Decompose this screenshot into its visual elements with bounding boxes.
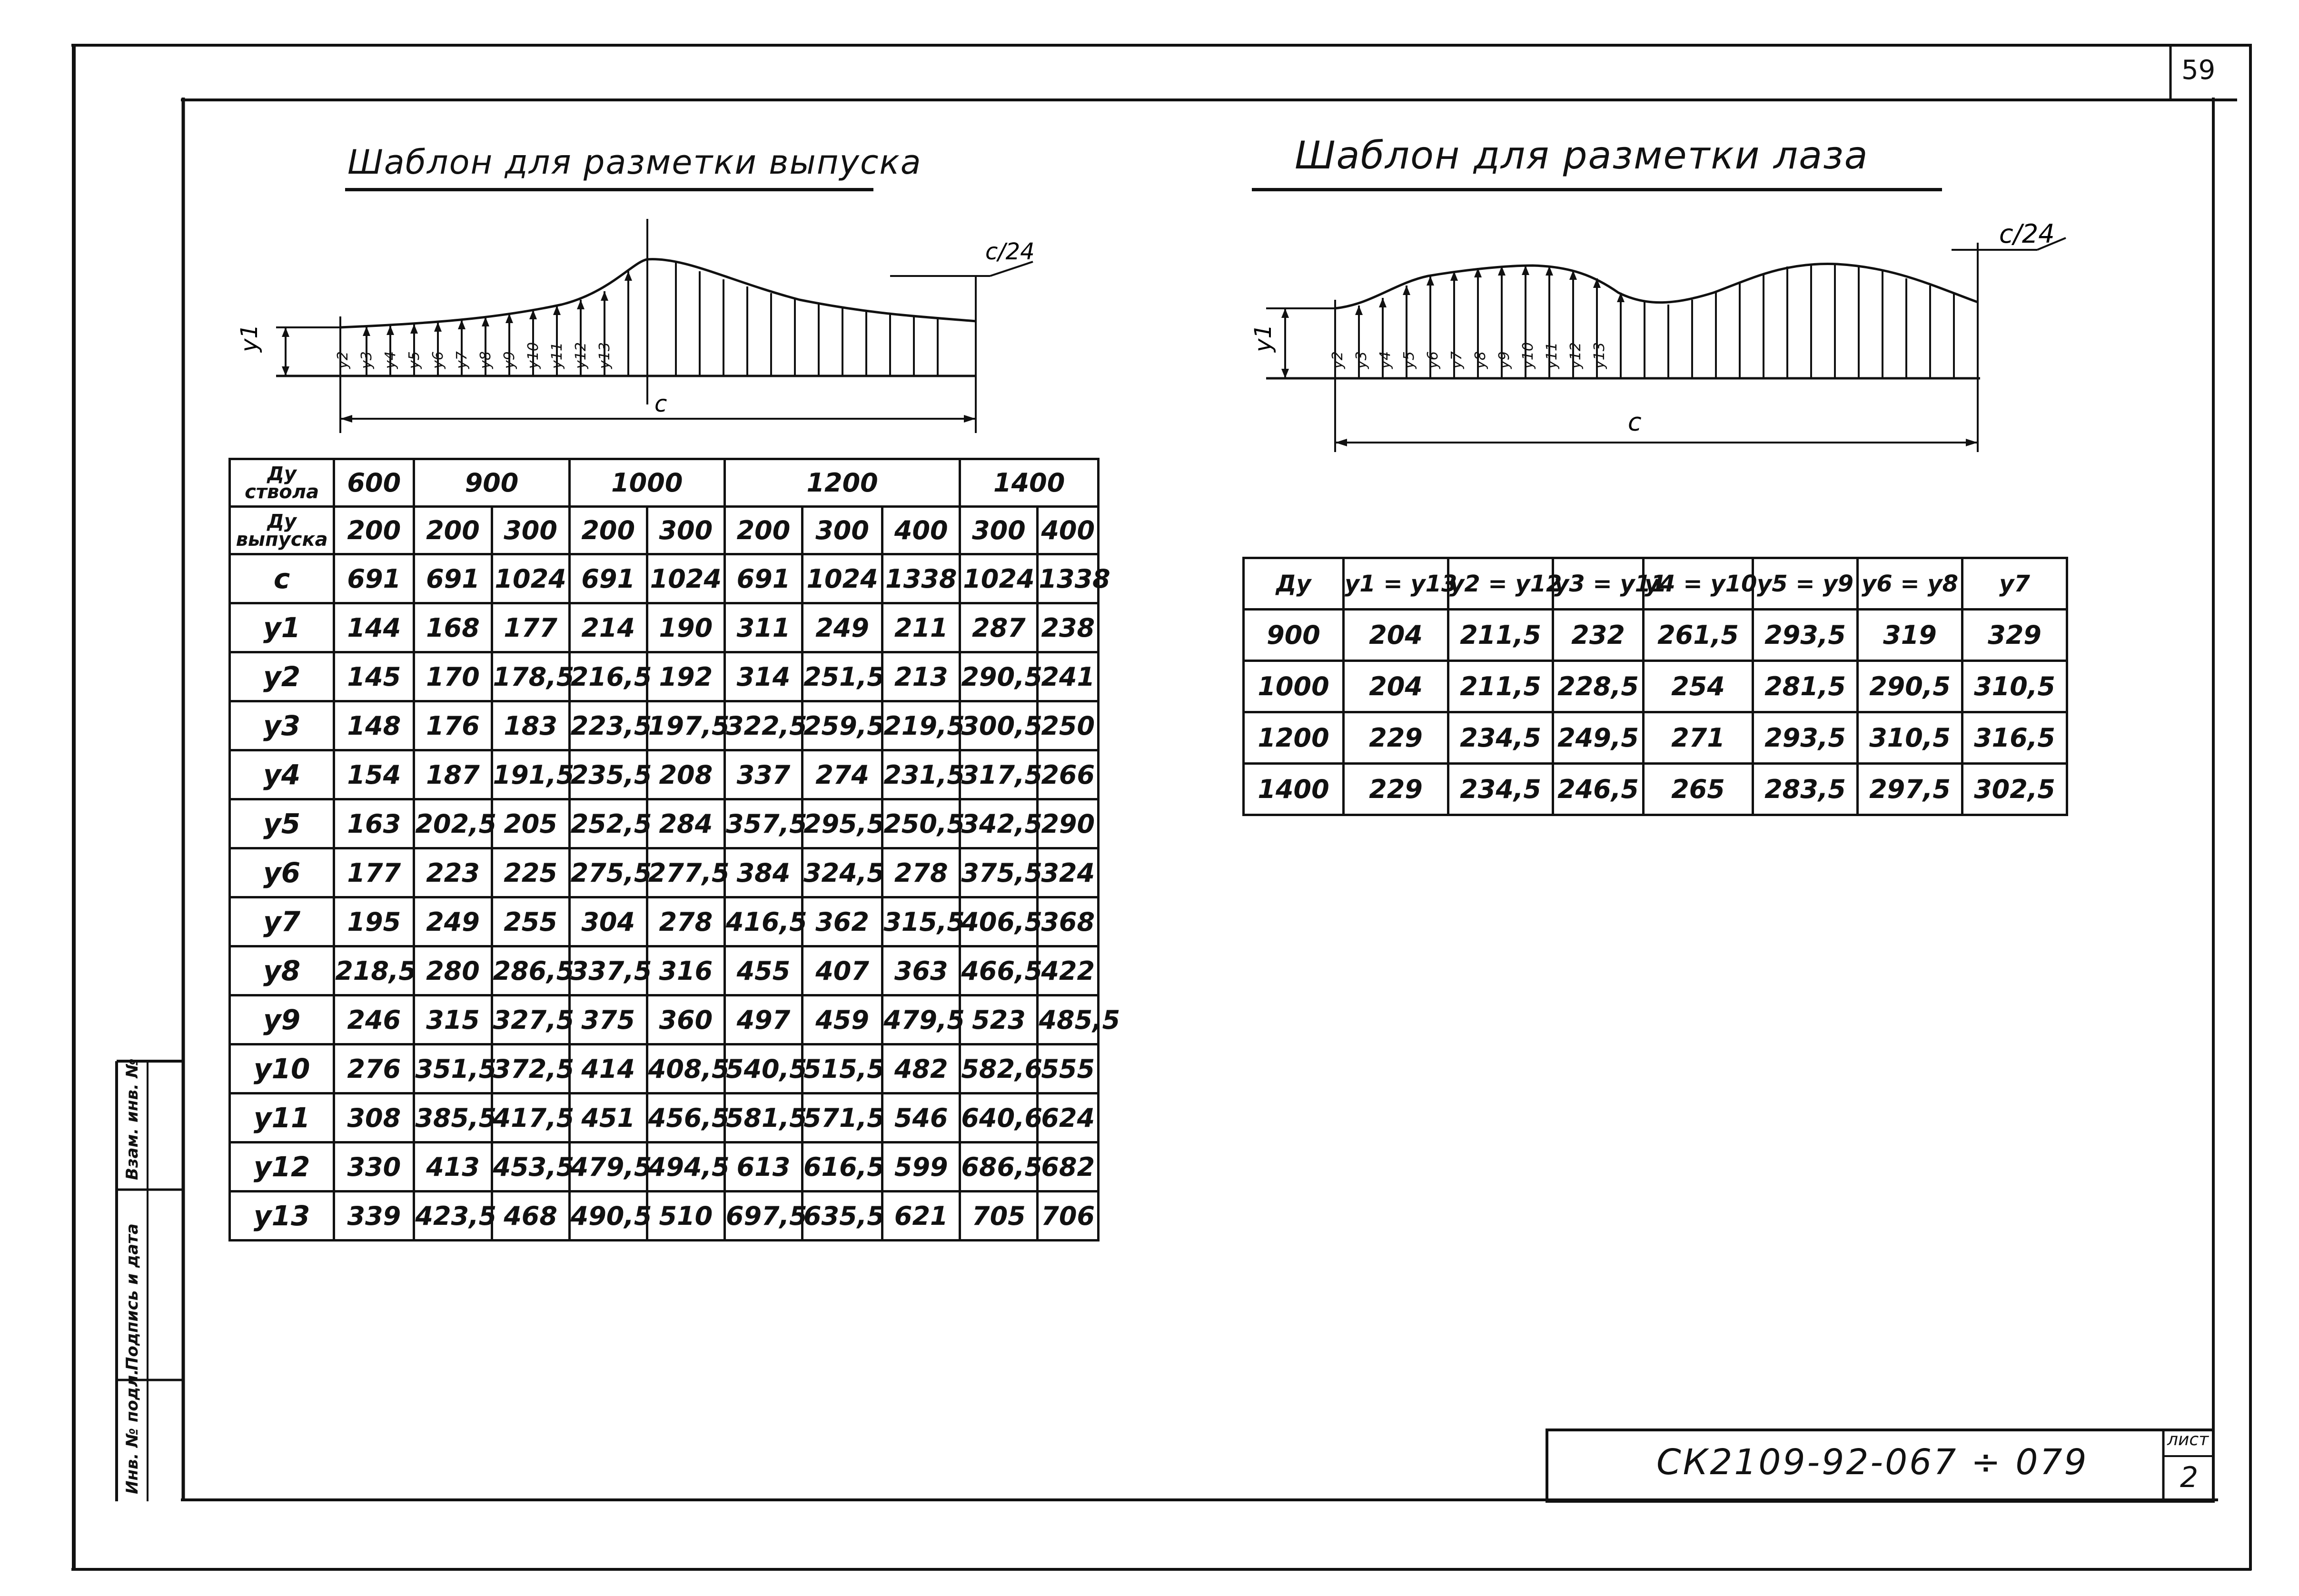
table-cell: 375,5	[960, 848, 1038, 897]
table-row	[230, 995, 1099, 1044]
left-ordinate-label: y4	[382, 351, 399, 369]
corner-header-text: ствола	[245, 481, 319, 503]
right-ordinate-label: y11	[1544, 342, 1560, 369]
table-cell: 211	[882, 603, 960, 652]
table-cell: 1338	[1038, 554, 1099, 603]
table-cell: 360	[647, 995, 724, 1044]
column-header: y7	[1962, 558, 2067, 610]
table-cell: 640,6	[960, 1094, 1038, 1143]
table-cell: 283,5	[1753, 764, 1858, 815]
right-c24-label: c/24	[1999, 219, 2055, 249]
table-cell: 691	[414, 554, 492, 603]
side-stamp-signature-date: Подпись и дата	[123, 1223, 142, 1370]
table-cell: 616,5	[802, 1143, 882, 1192]
outlet-diameter-header: 300	[960, 507, 1038, 554]
table-cell: 163	[334, 799, 414, 848]
table-cell: 337,5	[569, 946, 647, 995]
outlet-diameter-header: 300	[492, 507, 569, 554]
table-cell: 1024	[960, 554, 1038, 603]
table-cell: 324,5	[802, 848, 882, 897]
table-cell: 281,5	[1753, 661, 1858, 712]
table-cell: 176	[414, 701, 492, 750]
table-cell: 384	[724, 848, 802, 897]
table-cell: 485,5	[1038, 995, 1099, 1044]
outlet-diameter-header: 200	[414, 507, 492, 554]
table-cell: 691	[569, 554, 647, 603]
table-cell: 197,5	[647, 701, 724, 750]
table-cell: 187	[414, 750, 492, 799]
table-cell: 451	[569, 1094, 647, 1143]
diameter-group-header: 1000	[569, 459, 724, 507]
column-header: y2 = y12	[1448, 558, 1553, 610]
right-ordinate-label: y4	[1377, 351, 1394, 369]
table-cell: 293,5	[1753, 712, 1858, 764]
table-cell: 148	[334, 701, 414, 750]
table-cell: 229	[1344, 764, 1448, 815]
table-cell: 317,5	[960, 750, 1038, 799]
table-cell: 453,5	[492, 1143, 569, 1192]
table-cell: 413	[414, 1143, 492, 1192]
table-cell: 290	[1038, 799, 1099, 848]
left-ordinate-label: y11	[549, 342, 565, 369]
table-cell: 319	[1858, 610, 1962, 661]
column-header: y5 = y9	[1753, 558, 1858, 610]
right-ordinate-label: y12	[1567, 342, 1584, 369]
left-c24-label: c/24	[985, 238, 1035, 265]
row-label: y10	[230, 1044, 334, 1094]
table-cell: 510	[647, 1192, 724, 1241]
table-cell: 479,5	[569, 1143, 647, 1192]
column-header: Ду	[1244, 558, 1344, 610]
table-cell: 1024	[647, 554, 724, 603]
table-cell: 624	[1038, 1094, 1099, 1143]
table-cell: 293,5	[1753, 610, 1858, 661]
left-c-label: c	[654, 391, 667, 417]
table-cell: 183	[492, 701, 569, 750]
right-title: Шаблон для разметки лаза	[1295, 133, 1869, 177]
table-cell: 145	[334, 652, 414, 701]
table-cell: 479,5	[882, 995, 960, 1044]
table-cell: 241	[1038, 652, 1099, 701]
table-cell: 691	[724, 554, 802, 603]
left-template-diagram	[228, 209, 1066, 438]
left-ordinate-label: y2	[335, 351, 351, 369]
table-cell: 308	[334, 1094, 414, 1143]
table-cell: 177	[334, 848, 414, 897]
left-ordinate-label: y10	[525, 342, 542, 369]
diameter-group-header: 1200	[724, 459, 960, 507]
table-cell: 302,5	[1962, 764, 2067, 815]
right-title-underline	[1252, 188, 1942, 191]
table-row	[230, 603, 1099, 652]
table-cell: 177	[492, 603, 569, 652]
table-cell: 246,5	[1553, 764, 1644, 815]
table-cell: 407	[802, 946, 882, 995]
table-cell: 232	[1553, 610, 1644, 661]
table-cell: 284	[647, 799, 724, 848]
column-header: y4 = y10	[1644, 558, 1753, 610]
right-ordinate-label: y8	[1472, 351, 1489, 369]
row-label: y3	[230, 701, 334, 750]
outlet-diameter-header: 200	[569, 507, 647, 554]
left-ordinates-table	[228, 458, 1120, 1241]
left-ordinate-label: y3	[358, 351, 375, 369]
table-cell: 154	[334, 750, 414, 799]
right-ordinate-label: y2	[1329, 351, 1346, 369]
table-cell: 406,5	[960, 897, 1038, 946]
row-label: y5	[230, 799, 334, 848]
right-ordinates-table	[1242, 557, 2068, 816]
table-cell: 259,5	[802, 701, 882, 750]
table-cell: 327,5	[492, 995, 569, 1044]
table-cell: 540,5	[724, 1044, 802, 1094]
table-cell: 211,5	[1448, 610, 1553, 661]
table-cell: 316	[647, 946, 724, 995]
table-cell: 208	[647, 750, 724, 799]
right-ordinate-label: y9	[1496, 351, 1513, 369]
table-cell: 691	[334, 554, 414, 603]
row-label: 1400	[1244, 764, 1344, 815]
table-cell: 408,5	[647, 1044, 724, 1094]
table-cell: 362	[802, 897, 882, 946]
table-cell: 311	[724, 603, 802, 652]
table-cell: 329	[1962, 610, 2067, 661]
table-row	[230, 652, 1099, 701]
table-cell: 190	[647, 603, 724, 652]
table-cell: 300,5	[960, 701, 1038, 750]
table-cell: 254	[1644, 661, 1753, 712]
table-cell: 295,5	[802, 799, 882, 848]
table-cell: 315,5	[882, 897, 960, 946]
table-cell: 280	[414, 946, 492, 995]
table-cell: 322,5	[724, 701, 802, 750]
table-cell: 339	[334, 1192, 414, 1241]
right-c-label: c	[1628, 408, 1642, 437]
right-y1-label: y1	[1250, 324, 1277, 352]
table-cell: 385,5	[414, 1094, 492, 1143]
table-cell: 249	[802, 603, 882, 652]
table-cell: 523	[960, 995, 1038, 1044]
table-cell: 497	[724, 995, 802, 1044]
left-ordinate-label: y12	[573, 342, 589, 369]
table-cell: 297,5	[1858, 764, 1962, 815]
table-cell: 342,5	[960, 799, 1038, 848]
table-cell: 214	[569, 603, 647, 652]
table-cell: 219,5	[882, 701, 960, 750]
row-label: y2	[230, 652, 334, 701]
row-label: y12	[230, 1143, 334, 1192]
column-header: y1 = y13	[1344, 558, 1448, 610]
table-cell: 706	[1038, 1192, 1099, 1241]
table-row	[1244, 610, 2067, 661]
corner-header-text: выпуска	[236, 528, 328, 551]
diameter-group-header: 600	[334, 459, 414, 507]
table-cell: 228,5	[1553, 661, 1644, 712]
table-row	[230, 1094, 1099, 1143]
table-cell: 351,5	[414, 1044, 492, 1094]
table-cell: 314	[724, 652, 802, 701]
top-sheet-number: 59	[2181, 55, 2216, 86]
table-cell: 324	[1038, 848, 1099, 897]
table-cell: 546	[882, 1094, 960, 1143]
table-cell: 290,5	[960, 652, 1038, 701]
left-y1-label: y1	[236, 324, 263, 352]
outlet-diameter-header: 300	[802, 507, 882, 554]
table-cell: 250	[1038, 701, 1099, 750]
table-cell: 375	[569, 995, 647, 1044]
left-title-underline	[345, 188, 873, 191]
outlet-diameter-header: 200	[724, 507, 802, 554]
table-cell: 368	[1038, 897, 1099, 946]
table-cell: 204	[1344, 661, 1448, 712]
table-cell: 218,5	[334, 946, 414, 995]
right-ordinate-label: y3	[1353, 351, 1370, 369]
table-cell: 571,5	[802, 1094, 882, 1143]
outlet-diameter-header: 300	[647, 507, 724, 554]
left-ordinate-label: y8	[477, 351, 494, 369]
table-cell: 278	[647, 897, 724, 946]
table-cell: 697,5	[724, 1192, 802, 1241]
table-cell: 682	[1038, 1143, 1099, 1192]
table-cell: 515,5	[802, 1044, 882, 1094]
sheet-list-label: лист	[2167, 1430, 2209, 1449]
table-cell: 246	[334, 995, 414, 1044]
table-row	[230, 1143, 1099, 1192]
table-row	[230, 750, 1099, 799]
table-cell: 372,5	[492, 1044, 569, 1094]
table-cell: 414	[569, 1044, 647, 1094]
column-header: y6 = y8	[1858, 558, 1962, 610]
row-label: y13	[230, 1192, 334, 1241]
table-cell: 621	[882, 1192, 960, 1241]
table-cell: 255	[492, 897, 569, 946]
table-row	[1244, 764, 2067, 815]
table-cell: 287	[960, 603, 1038, 652]
table-cell: 277,5	[647, 848, 724, 897]
right-ordinate-label: y6	[1425, 351, 1441, 369]
row-label: y8	[230, 946, 334, 995]
table-cell: 192	[647, 652, 724, 701]
table-cell: 310,5	[1858, 712, 1962, 764]
table-cell: 249,5	[1553, 712, 1644, 764]
table-cell: 191,5	[492, 750, 569, 799]
document-code: СК2109-92-067 ÷ 079	[1656, 1442, 2089, 1483]
table-cell: 211,5	[1448, 661, 1553, 712]
table-cell: 459	[802, 995, 882, 1044]
table-cell: 316,5	[1962, 712, 2067, 764]
table-cell: 482	[882, 1044, 960, 1094]
column-header: y3 = y11	[1553, 558, 1644, 610]
table-cell: 231,5	[882, 750, 960, 799]
table-cell: 229	[1344, 712, 1448, 764]
table-cell: 466,5	[960, 946, 1038, 995]
right-ordinate-label: y7	[1448, 351, 1465, 369]
right-ordinate-label: y10	[1520, 342, 1536, 369]
table-row	[230, 946, 1099, 995]
row-label: y6	[230, 848, 334, 897]
row-label: c	[230, 554, 334, 603]
side-stamp-replaces: Взам. инв. №	[123, 1058, 142, 1180]
table-cell: 613	[724, 1143, 802, 1192]
table-cell: 1338	[882, 554, 960, 603]
row-label: y1	[230, 603, 334, 652]
table-cell: 223,5	[569, 701, 647, 750]
row-label: 1000	[1244, 661, 1344, 712]
table-row	[230, 701, 1099, 750]
left-ordinate-label: y6	[430, 351, 446, 369]
table-cell: 315	[414, 995, 492, 1044]
table-cell: 234,5	[1448, 712, 1553, 764]
left-ordinate-label: y7	[454, 351, 470, 369]
outlet-diameter-header: 400	[882, 507, 960, 554]
row-label: y7	[230, 897, 334, 946]
table-cell: 330	[334, 1143, 414, 1192]
table-cell: 1024	[492, 554, 569, 603]
sheet-list-number: 2	[2180, 1461, 2199, 1494]
table-cell: 456,5	[647, 1094, 724, 1143]
table-cell: 286,5	[492, 946, 569, 995]
row-label: y11	[230, 1094, 334, 1143]
corner-header-text: Ду	[267, 463, 297, 485]
right-ordinate-label: y5	[1401, 351, 1417, 369]
table-row	[230, 897, 1099, 946]
table-row	[230, 1044, 1099, 1094]
row-label: y4	[230, 750, 334, 799]
table-cell: 494,5	[647, 1143, 724, 1192]
left-title: Шаблон для разметки выпуска	[347, 143, 922, 182]
corner-header-text: Ду	[267, 510, 297, 532]
row-label: 1200	[1244, 712, 1344, 764]
table-cell: 225	[492, 848, 569, 897]
table-cell: 235,5	[569, 750, 647, 799]
table-cell: 204	[1344, 610, 1448, 661]
table-cell: 195	[334, 897, 414, 946]
right-template-diagram	[1238, 205, 2085, 471]
table-row	[1244, 661, 2067, 712]
table-cell: 363	[882, 946, 960, 995]
table-cell: 416,5	[724, 897, 802, 946]
table-row	[1244, 712, 2067, 764]
table-cell: 261,5	[1644, 610, 1753, 661]
right-ordinate-label: y13	[1591, 342, 1608, 369]
table-cell: 144	[334, 603, 414, 652]
table-cell: 213	[882, 652, 960, 701]
table-row	[230, 848, 1099, 897]
table-row	[230, 799, 1099, 848]
table-cell: 278	[882, 848, 960, 897]
row-label: 900	[1244, 610, 1344, 661]
table-cell: 468	[492, 1192, 569, 1241]
table-cell: 170	[414, 652, 492, 701]
table-cell: 238	[1038, 603, 1099, 652]
table-cell: 490,5	[569, 1192, 647, 1241]
table-cell: 705	[960, 1192, 1038, 1241]
table-cell: 265	[1644, 764, 1753, 815]
table-cell: 310,5	[1962, 661, 2067, 712]
left-ordinate-label: y9	[501, 351, 518, 369]
table-cell: 276	[334, 1044, 414, 1094]
table-cell: 635,5	[802, 1192, 882, 1241]
table-cell: 290,5	[1858, 661, 1962, 712]
table-cell: 223	[414, 848, 492, 897]
table-cell: 266	[1038, 750, 1099, 799]
table-cell: 304	[569, 897, 647, 946]
table-cell: 555	[1038, 1044, 1099, 1094]
table-cell: 1024	[802, 554, 882, 603]
corner-header-bottom	[230, 507, 334, 554]
table-row	[230, 554, 1099, 603]
left-ordinate-label: y5	[406, 351, 423, 369]
table-cell: 582,6	[960, 1044, 1038, 1094]
table-cell: 422	[1038, 946, 1099, 995]
table-cell: 581,5	[724, 1094, 802, 1143]
row-label: y9	[230, 995, 334, 1044]
side-stamp-inv-no: Инв. № подл.	[123, 1369, 142, 1494]
table-cell: 251,5	[802, 652, 882, 701]
table-cell: 271	[1644, 712, 1753, 764]
table-cell: 599	[882, 1143, 960, 1192]
table-cell: 178,5	[492, 652, 569, 701]
table-cell: 168	[414, 603, 492, 652]
diameter-group-header: 900	[414, 459, 569, 507]
table-row	[230, 1192, 1099, 1241]
table-cell: 252,5	[569, 799, 647, 848]
table-cell: 357,5	[724, 799, 802, 848]
left-ordinate-label: y13	[596, 342, 613, 369]
table-cell: 250,5	[882, 799, 960, 848]
outlet-diameter-header: 400	[1038, 507, 1099, 554]
table-cell: 455	[724, 946, 802, 995]
table-cell: 274	[802, 750, 882, 799]
diameter-group-header: 1400	[960, 459, 1099, 507]
table-cell: 249	[414, 897, 492, 946]
outlet-diameter-header: 200	[334, 507, 414, 554]
table-cell: 216,5	[569, 652, 647, 701]
table-cell: 423,5	[414, 1192, 492, 1241]
table-cell: 275,5	[569, 848, 647, 897]
table-cell: 205	[492, 799, 569, 848]
table-cell: 337	[724, 750, 802, 799]
corner-header-top	[230, 459, 334, 507]
table-cell: 417,5	[492, 1094, 569, 1143]
table-cell: 234,5	[1448, 764, 1553, 815]
table-cell: 202,5	[414, 799, 492, 848]
table-cell: 686,5	[960, 1143, 1038, 1192]
